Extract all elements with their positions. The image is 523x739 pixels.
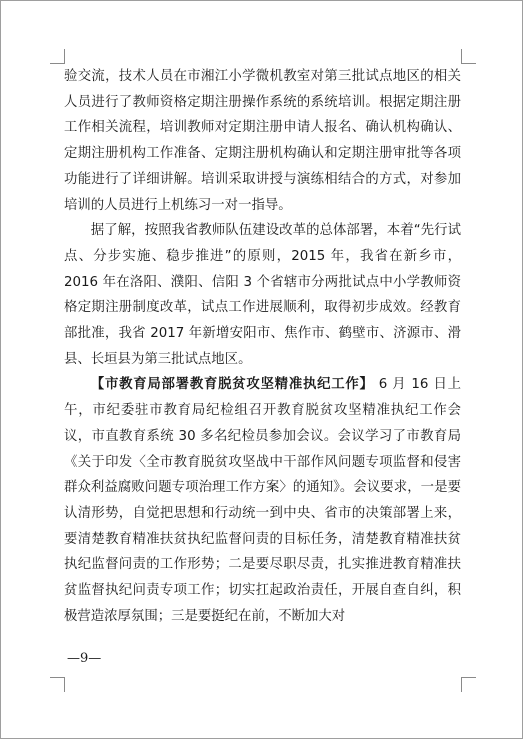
paragraph-poverty-discipline	[64, 372, 461, 629]
paragraph-training: 验交流，技术人员在市湘江小学微机教室对第三批试点地区的相关人员进行了教师资格定期注册操作系统的系统培训。根据定期注册工作相关流程，培训教师对定期注册申请人报名、确认机构确认、定期注册机构工作准备、定期注册机构确认和定期注册审批等各项功能进行了详细讲解。培训采取讲授与演练相结合的方式，对参加培训的人员进行上机练习一对一指导。	[64, 69, 461, 213]
document-body	[64, 64, 461, 629]
crop-mark-bottom-left	[50, 677, 65, 692]
paragraph-pilot-reform: 据了解，按照我省教师队伍建设改革的总体部署，本着“先行试点、分步实施、稳步推进”的原则，2015 年，我省在新乡市，2016 年在洛阳、濮阳、信阳 3 个省辖市分两批试点中小学教师资格定期注册制度改革，试点工作进展顺利，取得初步成效。经教育部批准，我省 2017 年新增安阳市、焦作市、鹤壁市、济源市、滑县、长垣县为第三批试点地区。	[64, 223, 461, 367]
crop-mark-top-right	[461, 49, 476, 64]
crop-mark-top-left	[50, 49, 65, 64]
paragraph-poverty-discipline-text: 6 月 16 日上午，市纪委驻市教育局纪检组召开教育脱贫攻坚精准执纪工作会议，市直教育系统 30 多名纪检员参加会议。会议学习了市教育局《关于印发〈全市教育脱贫攻坚战中干部作风问题专项监督和侵害群众利益腐败问题专项治理工作方案〉的通知》。会议要求，一是要认清形势，自觉把思想和行动统一到中央、省市的决策部署上来，要清楚教育精准扶贫执纪监督问责的目标任务，清楚教育精准扶贫执纪监督问责的工作形势；二是要尽职尽责，扎实推进教育精准扶贫监督执纪问责专项工作；切实扛起政治责任，开展自查自纠，积极营造浓厚氛围；三是要挺纪在前，不断加大对	[64, 377, 462, 624]
crop-mark-bottom-right	[461, 677, 476, 692]
section-heading: 【市教育局部署教育脱贫攻坚精准执纪工作】	[90, 377, 374, 393]
page-number: —9—	[67, 651, 102, 666]
